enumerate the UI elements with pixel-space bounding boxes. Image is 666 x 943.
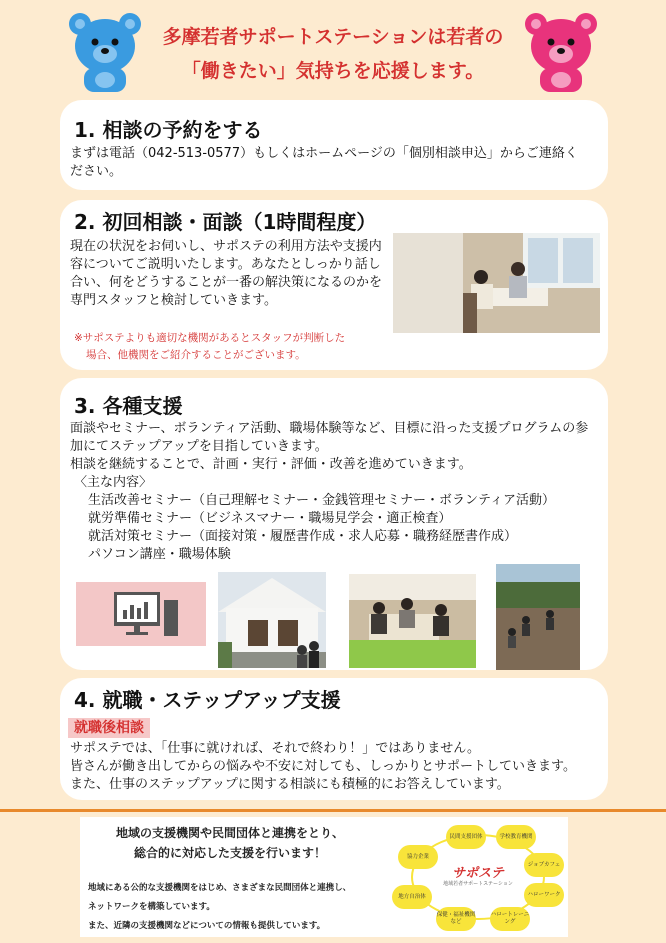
computer-illustration (76, 582, 206, 646)
list-item: 生活改善セミナー（自己理解セミナー・金銭管理セミナー・ボランティア活動） (88, 493, 555, 508)
seminar-photo (349, 574, 476, 668)
network-heading (80, 823, 380, 863)
header-line-2: 「働きたい」気持ちを応援します。 (181, 60, 485, 82)
note-line-2: 場合、他機関をご紹介することがございます。 (86, 349, 306, 361)
section-support-programs (60, 378, 608, 670)
section-employment-support (60, 678, 608, 800)
node-hello-training: ハロートレーニング (490, 907, 530, 931)
logo-subtext: 地域若者サポートステーション (443, 881, 513, 887)
node-hellowork: ハローワーク (524, 883, 564, 907)
network-text (88, 879, 388, 936)
section3-title: 3. 各種支援 (74, 394, 183, 418)
consultation-photo (393, 233, 600, 333)
node-health-welfare: 保健・福祉機関など (436, 907, 476, 931)
network-heading-line2: 総合的に対応した支援を行います！ (133, 846, 326, 860)
farming-photo (496, 564, 580, 670)
section3-para1: 面談やセミナー、ボランティア活動、職場体験等など、目標に沿った支援プログラムの参加にてステップアップを目指していきます。 (70, 421, 589, 454)
section3-body (70, 420, 590, 564)
section4-title: 4. 就職・ステップアップ支援 (74, 688, 341, 712)
network-panel (80, 817, 568, 937)
node-partner-company: 協力企業 (398, 845, 438, 869)
section3-list-head: 〈主な内容〉 (74, 475, 153, 490)
network-text-line: 地域にある公的な支援機関をはじめ、さまざまな民間団体と連携し、 (88, 883, 352, 893)
node-local-government: 地方自治体 (392, 885, 432, 909)
building-photo (218, 572, 326, 668)
section2-title: 2. 初回相談・面談（1時間程度） (74, 210, 377, 234)
note-line-1: ※サポステよりも適切な機関があるとスタッフが判断した (74, 332, 346, 344)
list-item: 就労準備セミナー（ビジネスマナー・職場見学会・適正検査） (88, 511, 452, 526)
section4-subtitle: 就職後相談 (68, 718, 150, 738)
network-text-line: ネットワークを構築しています。 (88, 902, 215, 912)
section-reservation (60, 100, 608, 190)
pink-bear-mascot (522, 8, 600, 94)
list-item: 就活対策セミナー（面接対策・履歴書作成・求人応募・職務経歴書作成） (88, 529, 518, 544)
section1-text: まずは電話（042-513-0577）もしくはホームページの「個別相談申込」からご連絡ください。 (70, 146, 578, 179)
list-item: パソコン講座・職場体験 (88, 547, 231, 562)
section1-title: 1. 相談の予約をする (74, 118, 263, 142)
node-private-support: 民間支援団体 (446, 825, 486, 849)
section3-para2: 相談を継続することで、計画・実行・評価・改善を進めていきます。 (70, 457, 472, 472)
sapo-logo (434, 867, 522, 888)
logo-text: サポステ (452, 866, 504, 881)
divider-line (0, 809, 666, 812)
network-heading-line1: 地域の支援機関や民間団体と連携をとり、 (115, 826, 344, 840)
section-initial-consultation (60, 200, 608, 370)
header-line-1: 多摩若者サポートステーションは若者の (162, 26, 504, 48)
node-jobcafe: ジョブカフェ (524, 853, 564, 877)
section2-text: 現在の状況をお伺いし、サポステの利用方法や支援内容についてご説明いたします。あなたとしっかり話し合い、何をどうすることが一番の解決策になるのかを専門スタッフと検討していきます。 (70, 239, 383, 308)
section2-note (74, 330, 394, 364)
section4-body (70, 740, 600, 794)
section4-line: また、仕事のステップアップに関する相談にも積極的にお答えしています。 (70, 777, 510, 792)
section4-line: 皆さんが働き出してからの悩みや不安に対しても、しっかりとサポートしていきます。 (70, 759, 576, 774)
network-diagram (390, 821, 566, 933)
network-text-line: また、近隣の支援機関などについての情報も提供しています。 (88, 921, 326, 931)
section4-line: サポステでは、「仕事に就ければ、それで終わり！」ではありません。 (70, 741, 481, 756)
header-title (120, 20, 546, 88)
node-school: 学校教育機関 (496, 825, 536, 849)
